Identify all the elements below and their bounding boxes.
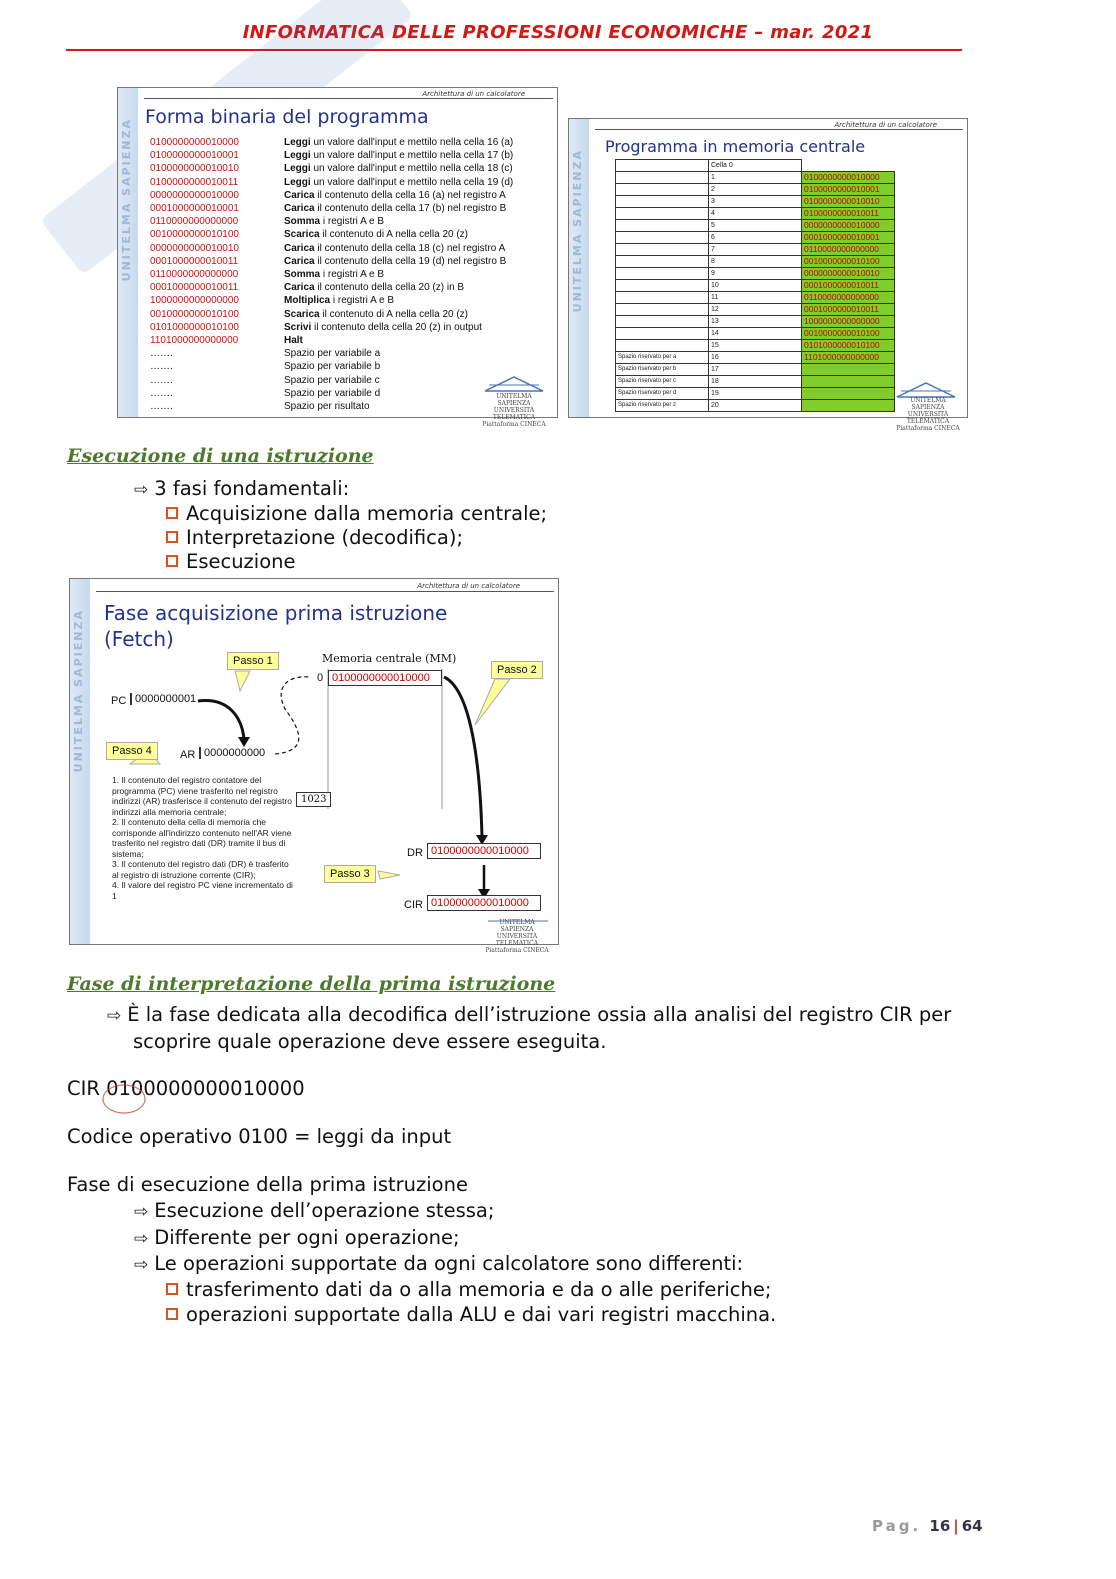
passo2-callout: Passo 2 xyxy=(491,661,543,679)
ar-register: 0000000000 xyxy=(199,747,265,759)
passo3-pointer xyxy=(378,871,400,879)
square-bullet-icon xyxy=(166,1308,178,1320)
bullet-item xyxy=(134,1226,460,1249)
memory-value-cell: 0110000000000000 xyxy=(802,244,895,256)
square-bullet-icon xyxy=(166,1283,178,1295)
square-bullet-icon xyxy=(166,555,178,567)
memory-value-cell: 0101000000010100 xyxy=(802,340,895,352)
memory-row xyxy=(616,292,895,304)
instruction-rest: il contenuto della cella 19 (d) nel registro B xyxy=(314,255,507,267)
binary-row xyxy=(150,400,370,413)
bullet-continuation: scoprire quale operazione deve essere eseguita. xyxy=(133,1030,607,1053)
arrow-ar-to-mm xyxy=(275,677,310,754)
memory-row xyxy=(616,244,895,256)
memory-value-cell: 0100000000010000 xyxy=(802,172,895,184)
memory-index-cell: 17 xyxy=(709,364,802,376)
sub-bullet-text: Acquisizione dalla memoria centrale; xyxy=(186,502,548,525)
binary-row xyxy=(150,387,380,400)
binary-code: 1101000000000000 xyxy=(150,335,239,346)
instruction-rest: il contenuto della cella 17 (b) nel registro B xyxy=(314,203,507,214)
bullet-interpretazione xyxy=(107,1003,951,1026)
memory-index-cell: 16 xyxy=(709,352,802,364)
memory-row xyxy=(616,328,895,340)
instruction-rest: un valore dall'input e mettilo nella cella 16 (a) xyxy=(310,137,514,148)
instruction-verb: Scarica xyxy=(284,308,320,320)
sub-bullet-text: operazioni supportate dalla ALU e dai vari registri macchina. xyxy=(186,1303,777,1326)
footer-label: Pag. xyxy=(872,1517,922,1535)
binary-row xyxy=(150,149,513,162)
memory-row xyxy=(616,196,895,208)
instruction-rest: il contenuto di A nella cella 20 (z) xyxy=(319,308,469,320)
memory-value-cell: 0010000000010100 xyxy=(802,328,895,340)
binary-row xyxy=(150,162,513,175)
bullet-item xyxy=(134,1199,494,1222)
passo2-pointer xyxy=(475,679,510,725)
instruction-verb: Halt xyxy=(284,335,303,346)
memory-index-cell: 20 xyxy=(709,400,802,412)
memory-desc-cell xyxy=(616,280,709,292)
memory-desc-cell xyxy=(616,316,709,328)
memory-row xyxy=(616,184,895,196)
binary-row xyxy=(150,136,513,149)
memory-value-cell xyxy=(802,400,895,412)
instruction-rest: un valore dall'input e mettilo nella cella 19 (d) xyxy=(310,176,514,188)
bullet-text: Esecuzione dell’operazione stessa; xyxy=(154,1199,495,1222)
memory-index-cell: 6 xyxy=(709,232,802,244)
binary-description xyxy=(284,282,464,293)
binary-row xyxy=(150,308,468,321)
binary-description xyxy=(284,348,380,359)
slide-title: Fase acquisizione prima istruzione xyxy=(104,601,448,625)
slide-top-caption: Architettura di un calcolatore xyxy=(834,121,937,129)
memory-desc-cell xyxy=(616,232,709,244)
section-heading-interpretazione: Fase di interpretazione della prima istruzione xyxy=(67,973,556,995)
binary-code: 0100000000010011 xyxy=(150,176,239,188)
slide-top-caption: Architettura di un calcolatore xyxy=(417,582,520,590)
slide-subtitle: (Fetch) xyxy=(104,627,174,651)
memory-index-cell: 12 xyxy=(709,304,802,316)
slide-side-brand: UNITELMA SAPIENZA xyxy=(120,118,133,282)
sub-bullet xyxy=(166,1278,771,1301)
memory-row xyxy=(616,400,895,412)
instruction-rest: il contenuto della cella 18 (c) nel registro A xyxy=(314,242,506,254)
memory-desc-cell xyxy=(616,340,709,352)
memory-row xyxy=(616,208,895,220)
square-bullet-icon xyxy=(166,531,178,543)
memory-desc-cell: Spazio riservato per c xyxy=(616,376,709,388)
memory-index-cell: 11 xyxy=(709,292,802,304)
binary-description xyxy=(284,137,513,148)
memory-desc-cell xyxy=(616,172,709,184)
passo3-callout: Passo 3 xyxy=(324,865,376,883)
binary-description xyxy=(284,295,394,306)
slide-top-rule xyxy=(595,129,963,130)
binary-row xyxy=(150,228,468,241)
instruction-rest: il contenuto della cella 16 (a) nel registro A xyxy=(314,189,506,201)
memory-value-cell: 0001000000010011 xyxy=(802,304,895,316)
bullet-text: 3 fasi fondamentali: xyxy=(154,477,350,500)
memory-index-cell: 4 xyxy=(709,208,802,220)
arrow-bullet-icon: ⇨ xyxy=(134,1229,149,1249)
instruction-verb: Carica xyxy=(284,189,315,201)
binary-code: 0010000000010100 xyxy=(150,229,239,241)
memory-index-cell: 19 xyxy=(709,388,802,400)
footer-page: 16 xyxy=(929,1517,951,1535)
binary-code: 0100000000010010 xyxy=(150,163,239,175)
binary-code: 1000000000000000 xyxy=(150,295,239,307)
instruction-verb: Carica xyxy=(284,242,315,254)
binary-code: 0000000000010010 xyxy=(150,242,239,254)
binary-row xyxy=(150,215,384,228)
binary-description xyxy=(284,243,505,254)
fetch-note: 1. Il contenuto del registro contatore del programma (PC) viene trasferito nel registro indirizzi (AR) trasferisce il contenuto del registro indirizzi alla memoria centrale; xyxy=(112,775,292,817)
memory-row xyxy=(616,376,895,388)
footer-total: 64 xyxy=(961,1517,983,1535)
memory-desc-cell: Spazio riservato per d xyxy=(616,388,709,400)
binary-row xyxy=(150,189,506,202)
memory-row xyxy=(616,232,895,244)
binary-row xyxy=(150,294,394,307)
binary-row xyxy=(150,321,482,334)
instruction-verb: Scarica xyxy=(284,229,320,241)
memory-value-cell: 0000000000010010 xyxy=(802,268,895,280)
instruction-rest: il contenuto della cella 20 (z) in B xyxy=(314,282,465,294)
memory-value-cell: 0010000000010100 xyxy=(802,256,895,268)
memory-row xyxy=(616,172,895,184)
binary-row xyxy=(150,334,303,347)
cir-value-line: CIR 0100000000010000 xyxy=(67,1077,305,1100)
instruction-rest: Spazio per variabile a xyxy=(284,348,381,360)
instruction-verb: Leggi xyxy=(284,150,311,162)
slide-side-brand: UNITELMA SAPIENZA xyxy=(72,609,85,773)
memory-value-cell: 0001000000010011 xyxy=(802,280,895,292)
slide-side-brand: UNITELMA SAPIENZA xyxy=(571,149,584,313)
instruction-verb: Carica xyxy=(284,255,315,267)
memory-value-cell: 0110000000000000 xyxy=(802,292,895,304)
binary-code: 0000000000010000 xyxy=(150,189,239,201)
passo1-pointer xyxy=(235,671,250,691)
arrow-mm-to-dr xyxy=(444,677,482,837)
arrow-bullet-icon: ⇨ xyxy=(134,480,149,500)
binary-code: 0001000000010001 xyxy=(150,203,239,214)
binary-row xyxy=(150,360,380,373)
memory-desc-cell xyxy=(616,184,709,196)
memory-desc-cell: Spazio riservato per z xyxy=(616,400,709,412)
binary-row xyxy=(150,374,380,387)
binary-row xyxy=(150,268,384,281)
logo-text: UNITELMA SAPIENZA UNIVERSITÀ TELEMATICA Piattaforma CINECA xyxy=(485,919,549,954)
binary-code: 0100000000010001 xyxy=(150,150,239,162)
cir-label: CIR xyxy=(404,899,423,911)
mm-cell-0: 0100000000010000 xyxy=(328,670,442,686)
memory-table xyxy=(615,159,895,412)
memory-row xyxy=(616,364,895,376)
binary-description xyxy=(284,150,513,161)
arrow-head xyxy=(238,737,250,747)
instruction-rest: Spazio per variabile c xyxy=(284,374,380,386)
memory-desc-cell: Spazio riservato per a xyxy=(616,352,709,364)
fetch-note: 3. Il contenuto del registro dati (DR) è trasferito al registro di istruzione corrente (CIR); xyxy=(112,859,289,880)
slide-top-caption: Architettura di un calcolatore xyxy=(422,90,525,98)
binary-description xyxy=(284,177,513,188)
pc-label: PC xyxy=(111,695,127,707)
binary-description xyxy=(284,190,506,201)
binary-row xyxy=(150,242,505,255)
memory-desc-cell xyxy=(616,256,709,268)
memory-desc-cell xyxy=(616,208,709,220)
binary-description xyxy=(284,309,468,320)
instruction-verb: Scrivi xyxy=(284,321,312,333)
instruction-verb: Moltiplica xyxy=(284,295,331,307)
memory-row xyxy=(616,388,895,400)
slide-top-rule xyxy=(144,98,553,99)
sub-bullet-text: trasferimento dati da o alla memoria e da o alle periferiche; xyxy=(186,1278,772,1301)
logo-text: UNITELMA SAPIENZA UNIVERSITÀ TELEMATICA Piattaforma CINECA xyxy=(482,393,546,428)
fetch-note: 4. Il valore del registro PC viene incrementato di 1 xyxy=(112,880,293,901)
slide-title: Programma in memoria centrale xyxy=(605,137,866,156)
memory-value-cell: 0100000000010010 xyxy=(802,196,895,208)
logo-text: UNITELMA SAPIENZA UNIVERSITÀ TELEMATICA Piattaforma CINECA xyxy=(896,397,960,432)
memory-empty-cell xyxy=(802,160,895,172)
instruction-rest: Spazio per variabile b xyxy=(284,361,381,373)
binary-description xyxy=(284,163,513,174)
sub-bullet xyxy=(166,526,463,549)
memory-index-cell: 9 xyxy=(709,268,802,280)
sub-bullet-text: Interpretazione (decodifica); xyxy=(186,526,464,549)
binary-description xyxy=(284,388,380,399)
instruction-rest: il contenuto della cella 20 (z) in output xyxy=(311,321,482,333)
sub-bullet-text: Esecuzione xyxy=(186,550,296,573)
memory-index-cell: 1 xyxy=(709,172,802,184)
instruction-verb: Carica xyxy=(284,282,315,294)
binary-description xyxy=(284,322,482,333)
instruction-verb: Carica xyxy=(284,203,315,214)
instruction-verb: Somma xyxy=(284,216,321,228)
binary-row xyxy=(150,347,380,360)
memory-value-cell xyxy=(802,388,895,400)
instruction-verb: Leggi xyxy=(284,137,311,148)
page-header-title: INFORMATICA DELLE PROFESSIONI ECONOMICHE – mar. 2021 xyxy=(242,22,874,43)
passo1-callout: Passo 1 xyxy=(227,652,279,670)
memory-row xyxy=(616,316,895,328)
memory-header-cell: Cella 0 xyxy=(709,160,802,172)
memory-desc-cell xyxy=(616,268,709,280)
binary-description xyxy=(284,229,468,240)
binary-code: 0001000000010011 xyxy=(150,255,239,267)
memory-row xyxy=(616,304,895,316)
binary-description xyxy=(284,361,380,372)
memory-index-cell: 13 xyxy=(709,316,802,328)
footer-separator: | xyxy=(953,1517,959,1535)
bullet-text: Le operazioni supportate da ogni calcolatore sono differenti: xyxy=(154,1252,744,1275)
arrow-bullet-icon: ⇨ xyxy=(107,1006,122,1026)
memory-value-cell: 0100000000010001 xyxy=(802,184,895,196)
arrow-bullet-icon: ⇨ xyxy=(134,1202,149,1222)
binary-row xyxy=(150,281,464,294)
binary-code: 0110000000000000 xyxy=(150,216,239,228)
binary-row xyxy=(150,202,506,215)
section-heading-esecuzione-prima: Fase di esecuzione della prima istruzione xyxy=(67,1173,468,1196)
mm-index: 0 xyxy=(317,672,324,684)
slide-program-memory xyxy=(568,118,968,432)
pc-register: 0000000001 xyxy=(130,693,196,705)
instruction-verb: Somma xyxy=(284,269,321,280)
square-bullet-icon xyxy=(166,507,178,519)
instruction-rest: i registri A e B xyxy=(320,269,385,280)
memory-index-cell: 10 xyxy=(709,280,802,292)
fetch-note: 2. Il contenuto della cella di memoria che corrisponde all'indirizzo contenuto nell'AR viene trasferito nel registro dati (DR) tramite il bus di sistema; xyxy=(112,817,292,859)
sub-bullet xyxy=(166,502,547,525)
sub-bullet xyxy=(166,550,296,573)
binary-code: 0010000000010100 xyxy=(150,308,239,320)
binary-code: ……. xyxy=(150,401,173,412)
bullet-text: È la fase dedicata alla decodifica dell’istruzione ossia alla analisi del registro CIR per xyxy=(127,1003,952,1026)
memory-index-cell: 14 xyxy=(709,328,802,340)
memory-desc-cell xyxy=(616,160,709,172)
binary-code: 0101000000010100 xyxy=(150,321,239,333)
memory-desc-cell xyxy=(616,304,709,316)
memory-desc-cell xyxy=(616,220,709,232)
binary-description xyxy=(284,203,506,214)
instruction-rest: un valore dall'input e mettilo nella cella 17 (b) xyxy=(310,150,514,162)
instruction-rest: i registri A e B xyxy=(330,295,395,307)
binary-description xyxy=(284,216,384,227)
binary-code: ……. xyxy=(150,387,173,399)
instruction-verb: Leggi xyxy=(284,176,311,188)
memory-value-cell xyxy=(802,364,895,376)
dr-label: DR xyxy=(407,847,423,859)
memory-value-cell: 0001000000010001 xyxy=(802,232,895,244)
ar-label: AR xyxy=(180,749,196,761)
binary-description xyxy=(284,401,370,412)
memory-value-cell: 0100000000010011 xyxy=(802,208,895,220)
instruction-verb: Leggi xyxy=(284,163,311,175)
memory-value-cell xyxy=(802,376,895,388)
mm-label: Memoria centrale (MM) xyxy=(322,652,457,665)
passo4-callout: Passo 4 xyxy=(106,742,158,760)
binary-row xyxy=(150,176,513,189)
memory-index-cell: 18 xyxy=(709,376,802,388)
memory-index-cell: 7 xyxy=(709,244,802,256)
opcode-highlight-circle xyxy=(100,1082,148,1116)
memory-row xyxy=(616,340,895,352)
memory-value-cell: 1000000000000000 xyxy=(802,316,895,328)
instruction-rest: Spazio per variabile d xyxy=(284,387,381,399)
arrow-pc-to-ar xyxy=(198,701,244,739)
binary-code: 0110000000000000 xyxy=(150,269,239,280)
bullet-text: Differente per ogni operazione; xyxy=(154,1226,460,1249)
memory-table-header-row xyxy=(616,160,895,172)
binary-code: ……. xyxy=(150,348,173,360)
memory-index-cell: 15 xyxy=(709,340,802,352)
slide-title: Forma binaria del programma xyxy=(145,106,429,128)
binary-description xyxy=(284,375,380,386)
memory-index-cell: 3 xyxy=(709,196,802,208)
binary-description xyxy=(284,335,303,346)
binary-description xyxy=(284,269,384,280)
memory-value-cell: 0000000000010000 xyxy=(802,220,895,232)
binary-code: ……. xyxy=(150,361,173,373)
memory-desc-cell xyxy=(616,292,709,304)
page-footer xyxy=(872,1517,983,1535)
bullet-three-phases xyxy=(134,477,349,500)
memory-desc-cell: Spazio riservato per b xyxy=(616,364,709,376)
binary-row xyxy=(150,255,506,268)
instruction-rest: i registri A e B xyxy=(320,216,385,228)
memory-index-cell: 5 xyxy=(709,220,802,232)
dr-register: 0100000000010000 xyxy=(427,843,541,859)
memory-desc-cell xyxy=(616,244,709,256)
binary-code: 0001000000010011 xyxy=(150,282,239,294)
sub-bullet xyxy=(166,1303,776,1326)
instruction-rest: un valore dall'input e mettilo nella cella 18 (c) xyxy=(310,163,513,175)
instruction-rest: il contenuto di A nella cella 20 (z) xyxy=(319,229,469,241)
instruction-rest: Spazio per risultato xyxy=(284,401,370,412)
memory-row xyxy=(616,268,895,280)
mm-last-cell: 1023 xyxy=(296,792,331,807)
memory-value-cell: 1101000000000000 xyxy=(802,352,895,364)
memory-index-cell: 2 xyxy=(709,184,802,196)
slide-binary-program xyxy=(117,87,558,428)
memory-row xyxy=(616,256,895,268)
binary-code: ……. xyxy=(150,374,173,386)
cir-register: 0100000000010000 xyxy=(427,895,541,911)
section-heading-esecuzione: Esecuzione di una istruzione xyxy=(67,445,374,467)
memory-row xyxy=(616,280,895,292)
memory-index-cell: 8 xyxy=(709,256,802,268)
memory-row xyxy=(616,352,895,364)
binary-description xyxy=(284,256,506,267)
opcode-line: Codice operativo 0100 = leggi da input xyxy=(67,1125,452,1148)
slide-fetch-phase xyxy=(69,578,559,954)
fetch-step-notes xyxy=(112,775,296,901)
binary-code: 0100000000010000 xyxy=(150,137,239,148)
memory-desc-cell xyxy=(616,196,709,208)
memory-desc-cell xyxy=(616,328,709,340)
header-rule xyxy=(66,49,962,51)
arrow-bullet-icon: ⇨ xyxy=(134,1255,149,1275)
memory-row xyxy=(616,220,895,232)
bullet-item xyxy=(134,1252,743,1275)
